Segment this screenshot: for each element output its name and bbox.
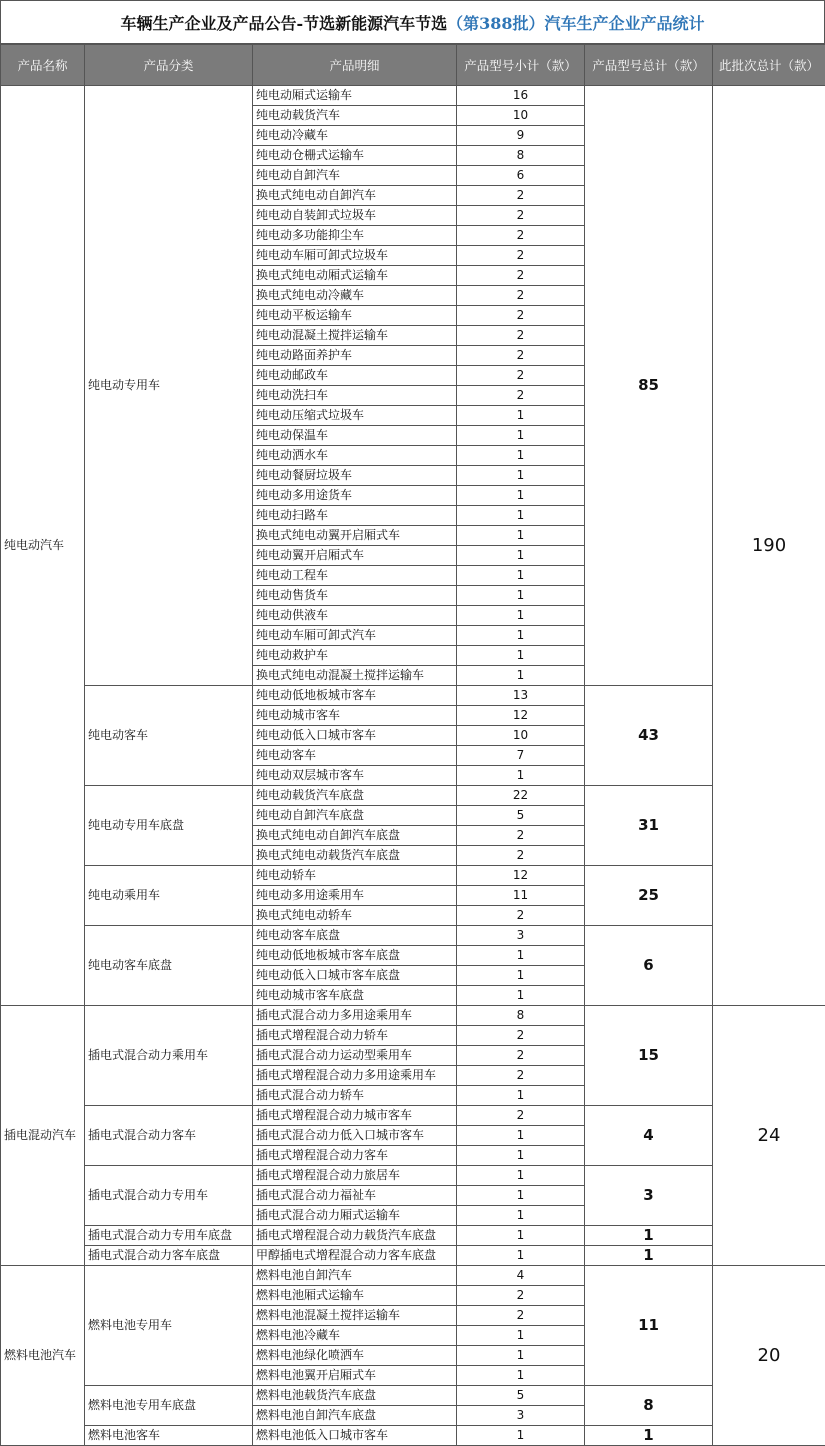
item-count-cell: 11 bbox=[457, 886, 585, 906]
category-name-cell: 插电式混合动力专用车 bbox=[85, 1166, 253, 1226]
item-name-cell: 燃料电池载货汽车底盘 bbox=[253, 1386, 457, 1406]
category-name-cell: 纯电动乘用车 bbox=[85, 866, 253, 926]
item-name-cell: 纯电动自卸汽车 bbox=[253, 166, 457, 186]
item-count-cell: 10 bbox=[457, 106, 585, 126]
category-total-cell: 1 bbox=[585, 1246, 713, 1266]
item-count-cell: 2 bbox=[457, 386, 585, 406]
item-name-cell: 插电式混合动力轿车 bbox=[253, 1086, 457, 1106]
item-name-cell: 纯电动自装卸式垃圾车 bbox=[253, 206, 457, 226]
item-count-cell: 16 bbox=[457, 86, 585, 106]
item-count-cell: 1 bbox=[457, 466, 585, 486]
table-row bbox=[1, 1006, 825, 1026]
item-name-cell: 燃料电池自卸汽车 bbox=[253, 1266, 457, 1286]
item-count-cell: 8 bbox=[457, 146, 585, 166]
item-name-cell: 插电式增程混合动力城市客车 bbox=[253, 1106, 457, 1126]
item-name-cell: 纯电动保温车 bbox=[253, 426, 457, 446]
item-count-cell: 2 bbox=[457, 346, 585, 366]
item-count-cell: 2 bbox=[457, 1106, 585, 1126]
category-total-cell: 1 bbox=[585, 1226, 713, 1246]
item-count-cell: 2 bbox=[457, 266, 585, 286]
item-count-cell: 2 bbox=[457, 1066, 585, 1086]
item-name-cell: 纯电动翼开启厢式车 bbox=[253, 546, 457, 566]
item-name-cell: 纯电动车厢可卸式汽车 bbox=[253, 626, 457, 646]
item-count-cell: 1 bbox=[457, 446, 585, 466]
category-name-cell: 插电式混合动力客车 bbox=[85, 1106, 253, 1166]
item-count-cell: 2 bbox=[457, 326, 585, 346]
item-count-cell: 1 bbox=[457, 1126, 585, 1146]
item-name-cell: 纯电动洗扫车 bbox=[253, 386, 457, 406]
item-count-cell: 1 bbox=[457, 1426, 585, 1446]
item-name-cell: 纯电动轿车 bbox=[253, 866, 457, 886]
category-total-cell: 15 bbox=[585, 1006, 713, 1106]
item-name-cell: 换电式纯电动翼开启厢式车 bbox=[253, 526, 457, 546]
item-name-cell: 换电式纯电动冷藏车 bbox=[253, 286, 457, 306]
header-product-detail: 产品明细 bbox=[253, 45, 457, 86]
table-body bbox=[1, 86, 825, 1446]
item-count-cell: 5 bbox=[457, 806, 585, 826]
header-product-name: 产品名称 bbox=[1, 45, 85, 86]
item-count-cell: 1 bbox=[457, 666, 585, 686]
group-total-cell: 24 bbox=[713, 1006, 825, 1266]
header-model-subtotal: 产品型号小计（款） bbox=[457, 45, 585, 86]
item-count-cell: 9 bbox=[457, 126, 585, 146]
category-name-cell: 纯电动客车底盘 bbox=[85, 926, 253, 1006]
item-name-cell: 纯电动客车底盘 bbox=[253, 926, 457, 946]
table-row bbox=[1, 1386, 825, 1406]
item-name-cell: 纯电动载货汽车底盘 bbox=[253, 786, 457, 806]
item-name-cell: 纯电动洒水车 bbox=[253, 446, 457, 466]
item-count-cell: 2 bbox=[457, 1306, 585, 1326]
item-count-cell: 8 bbox=[457, 1006, 585, 1026]
item-name-cell: 纯电动低入口城市客车底盘 bbox=[253, 966, 457, 986]
item-count-cell: 1 bbox=[457, 1226, 585, 1246]
table-row bbox=[1, 1226, 825, 1246]
category-total-cell: 1 bbox=[585, 1426, 713, 1446]
category-name-cell: 燃料电池专用车 bbox=[85, 1266, 253, 1386]
item-name-cell: 纯电动混凝土搅拌运输车 bbox=[253, 326, 457, 346]
item-name-cell: 纯电动冷藏车 bbox=[253, 126, 457, 146]
category-total-cell: 43 bbox=[585, 686, 713, 786]
category-total-cell: 31 bbox=[585, 786, 713, 866]
item-name-cell: 燃料电池低入口城市客车 bbox=[253, 1426, 457, 1446]
category-name-cell: 插电式混合动力客车底盘 bbox=[85, 1246, 253, 1266]
item-count-cell: 2 bbox=[457, 826, 585, 846]
table-row bbox=[1, 1106, 825, 1126]
item-name-cell: 插电式混合动力运动型乘用车 bbox=[253, 1046, 457, 1066]
item-count-cell: 1 bbox=[457, 986, 585, 1006]
item-name-cell: 纯电动餐厨垃圾车 bbox=[253, 466, 457, 486]
item-name-cell: 插电式混合动力多用途乘用车 bbox=[253, 1006, 457, 1026]
item-name-cell: 纯电动仓栅式运输车 bbox=[253, 146, 457, 166]
item-name-cell: 插电式增程混合动力多用途乘用车 bbox=[253, 1066, 457, 1086]
item-count-cell: 1 bbox=[457, 546, 585, 566]
category-total-cell: 85 bbox=[585, 86, 713, 686]
category-name-cell: 纯电动专用车底盘 bbox=[85, 786, 253, 866]
item-count-cell: 1 bbox=[457, 626, 585, 646]
item-count-cell: 13 bbox=[457, 686, 585, 706]
item-name-cell: 换电式纯电动轿车 bbox=[253, 906, 457, 926]
item-name-cell: 纯电动车厢可卸式垃圾车 bbox=[253, 246, 457, 266]
item-count-cell: 5 bbox=[457, 1386, 585, 1406]
item-count-cell: 1 bbox=[457, 1246, 585, 1266]
table-row bbox=[1, 1166, 825, 1186]
item-count-cell: 3 bbox=[457, 926, 585, 946]
item-name-cell: 插电式增程混合动力旅居车 bbox=[253, 1166, 457, 1186]
category-total-cell: 3 bbox=[585, 1166, 713, 1226]
item-name-cell: 纯电动载货汽车 bbox=[253, 106, 457, 126]
item-count-cell: 2 bbox=[457, 366, 585, 386]
category-name-cell: 插电式混合动力乘用车 bbox=[85, 1006, 253, 1106]
group-name-cell: 纯电动汽车 bbox=[1, 86, 85, 1006]
item-name-cell: 纯电动压缩式垃圾车 bbox=[253, 406, 457, 426]
item-name-cell: 换电式纯电动自卸汽车底盘 bbox=[253, 826, 457, 846]
item-name-cell: 纯电动多用途货车 bbox=[253, 486, 457, 506]
item-count-cell: 1 bbox=[457, 506, 585, 526]
item-name-cell: 纯电动城市客车 bbox=[253, 706, 457, 726]
category-name-cell: 燃料电池客车 bbox=[85, 1426, 253, 1446]
item-count-cell: 2 bbox=[457, 206, 585, 226]
item-name-cell: 纯电动多功能抑尘车 bbox=[253, 226, 457, 246]
item-count-cell: 2 bbox=[457, 1046, 585, 1066]
item-count-cell: 12 bbox=[457, 706, 585, 726]
group-total-cell: 190 bbox=[713, 86, 825, 1006]
category-name-cell: 燃料电池专用车底盘 bbox=[85, 1386, 253, 1426]
item-count-cell: 7 bbox=[457, 746, 585, 766]
item-name-cell: 燃料电池自卸汽车底盘 bbox=[253, 1406, 457, 1426]
item-count-cell: 12 bbox=[457, 866, 585, 886]
item-name-cell: 甲醇插电式增程混合动力客车底盘 bbox=[253, 1246, 457, 1266]
item-name-cell: 插电式增程混合动力轿车 bbox=[253, 1026, 457, 1046]
item-name-cell: 燃料电池翼开启厢式车 bbox=[253, 1366, 457, 1386]
page-title bbox=[0, 0, 825, 44]
item-count-cell: 1 bbox=[457, 1166, 585, 1186]
item-count-cell: 1 bbox=[457, 606, 585, 626]
item-name-cell: 纯电动救护车 bbox=[253, 646, 457, 666]
category-total-cell: 4 bbox=[585, 1106, 713, 1166]
item-name-cell: 纯电动自卸汽车底盘 bbox=[253, 806, 457, 826]
table-row bbox=[1, 1426, 825, 1446]
table-row bbox=[1, 866, 825, 886]
item-name-cell: 纯电动厢式运输车 bbox=[253, 86, 457, 106]
product-statistics-table bbox=[0, 44, 825, 1446]
category-total-cell: 11 bbox=[585, 1266, 713, 1386]
item-name-cell: 插电式混合动力低入口城市客车 bbox=[253, 1126, 457, 1146]
item-count-cell: 22 bbox=[457, 786, 585, 806]
category-name-cell: 纯电动专用车 bbox=[85, 86, 253, 686]
item-name-cell: 纯电动扫路车 bbox=[253, 506, 457, 526]
item-name-cell: 纯电动城市客车底盘 bbox=[253, 986, 457, 1006]
item-name-cell: 纯电动客车 bbox=[253, 746, 457, 766]
title-main: 车辆生产企业及产品公告-节选新能源汽车节选 bbox=[120, 13, 448, 33]
item-name-cell: 插电式混合动力福祉车 bbox=[253, 1186, 457, 1206]
item-count-cell: 10 bbox=[457, 726, 585, 746]
item-count-cell: 1 bbox=[457, 1366, 585, 1386]
item-name-cell: 燃料电池混凝土搅拌运输车 bbox=[253, 1306, 457, 1326]
item-count-cell: 2 bbox=[457, 1286, 585, 1306]
item-count-cell: 1 bbox=[457, 1346, 585, 1366]
header-row bbox=[1, 45, 825, 86]
title-highlight: （第388批）汽车生产企业产品统计 bbox=[447, 13, 705, 33]
item-name-cell: 纯电动多用途乘用车 bbox=[253, 886, 457, 906]
item-count-cell: 1 bbox=[457, 586, 585, 606]
item-name-cell: 燃料电池绿化喷洒车 bbox=[253, 1346, 457, 1366]
category-name-cell: 纯电动客车 bbox=[85, 686, 253, 786]
item-count-cell: 1 bbox=[457, 426, 585, 446]
item-count-cell: 1 bbox=[457, 1086, 585, 1106]
table-row bbox=[1, 1246, 825, 1266]
item-count-cell: 1 bbox=[457, 966, 585, 986]
item-count-cell: 2 bbox=[457, 846, 585, 866]
item-name-cell: 换电式纯电动载货汽车底盘 bbox=[253, 846, 457, 866]
table-row bbox=[1, 1266, 825, 1286]
table-row bbox=[1, 926, 825, 946]
item-count-cell: 6 bbox=[457, 166, 585, 186]
table-row bbox=[1, 786, 825, 806]
item-name-cell: 换电式纯电动混凝土搅拌运输车 bbox=[253, 666, 457, 686]
header-model-total: 产品型号总计（款） bbox=[585, 45, 713, 86]
item-name-cell: 插电式混合动力厢式运输车 bbox=[253, 1206, 457, 1226]
item-name-cell: 换电式纯电动自卸汽车 bbox=[253, 186, 457, 206]
item-name-cell: 插电式增程混合动力载货汽车底盘 bbox=[253, 1226, 457, 1246]
item-count-cell: 1 bbox=[457, 946, 585, 966]
item-count-cell: 2 bbox=[457, 906, 585, 926]
table-row bbox=[1, 86, 825, 106]
group-total-cell: 20 bbox=[713, 1266, 825, 1446]
item-count-cell: 2 bbox=[457, 306, 585, 326]
item-name-cell: 纯电动售货车 bbox=[253, 586, 457, 606]
header-batch-total: 此批次总计（款） bbox=[713, 45, 825, 86]
item-name-cell: 纯电动邮政车 bbox=[253, 366, 457, 386]
item-name-cell: 插电式增程混合动力客车 bbox=[253, 1146, 457, 1166]
item-count-cell: 1 bbox=[457, 766, 585, 786]
item-name-cell: 纯电动平板运输车 bbox=[253, 306, 457, 326]
item-count-cell: 1 bbox=[457, 406, 585, 426]
item-count-cell: 2 bbox=[457, 1026, 585, 1046]
item-count-cell: 2 bbox=[457, 226, 585, 246]
category-total-cell: 25 bbox=[585, 866, 713, 926]
group-name-cell: 燃料电池汽车 bbox=[1, 1266, 85, 1446]
item-count-cell: 1 bbox=[457, 486, 585, 506]
item-count-cell: 4 bbox=[457, 1266, 585, 1286]
item-name-cell: 换电式纯电动厢式运输车 bbox=[253, 266, 457, 286]
category-name-cell: 插电式混合动力专用车底盘 bbox=[85, 1226, 253, 1246]
item-count-cell: 1 bbox=[457, 1186, 585, 1206]
item-name-cell: 燃料电池冷藏车 bbox=[253, 1326, 457, 1346]
item-count-cell: 1 bbox=[457, 1326, 585, 1346]
item-count-cell: 1 bbox=[457, 646, 585, 666]
item-count-cell: 1 bbox=[457, 1146, 585, 1166]
category-total-cell: 6 bbox=[585, 926, 713, 1006]
item-count-cell: 1 bbox=[457, 1206, 585, 1226]
item-name-cell: 燃料电池厢式运输车 bbox=[253, 1286, 457, 1306]
header-product-category: 产品分类 bbox=[85, 45, 253, 86]
item-name-cell: 纯电动低入口城市客车 bbox=[253, 726, 457, 746]
item-count-cell: 1 bbox=[457, 566, 585, 586]
item-name-cell: 纯电动路面养护车 bbox=[253, 346, 457, 366]
item-count-cell: 3 bbox=[457, 1406, 585, 1426]
category-total-cell: 8 bbox=[585, 1386, 713, 1426]
item-name-cell: 纯电动低地板城市客车 bbox=[253, 686, 457, 706]
item-name-cell: 纯电动供液车 bbox=[253, 606, 457, 626]
table-row bbox=[1, 686, 825, 706]
item-name-cell: 纯电动低地板城市客车底盘 bbox=[253, 946, 457, 966]
item-count-cell: 2 bbox=[457, 246, 585, 266]
item-count-cell: 2 bbox=[457, 286, 585, 306]
group-name-cell: 插电混动汽车 bbox=[1, 1006, 85, 1266]
item-count-cell: 2 bbox=[457, 186, 585, 206]
item-name-cell: 纯电动双层城市客车 bbox=[253, 766, 457, 786]
item-name-cell: 纯电动工程车 bbox=[253, 566, 457, 586]
item-count-cell: 1 bbox=[457, 526, 585, 546]
